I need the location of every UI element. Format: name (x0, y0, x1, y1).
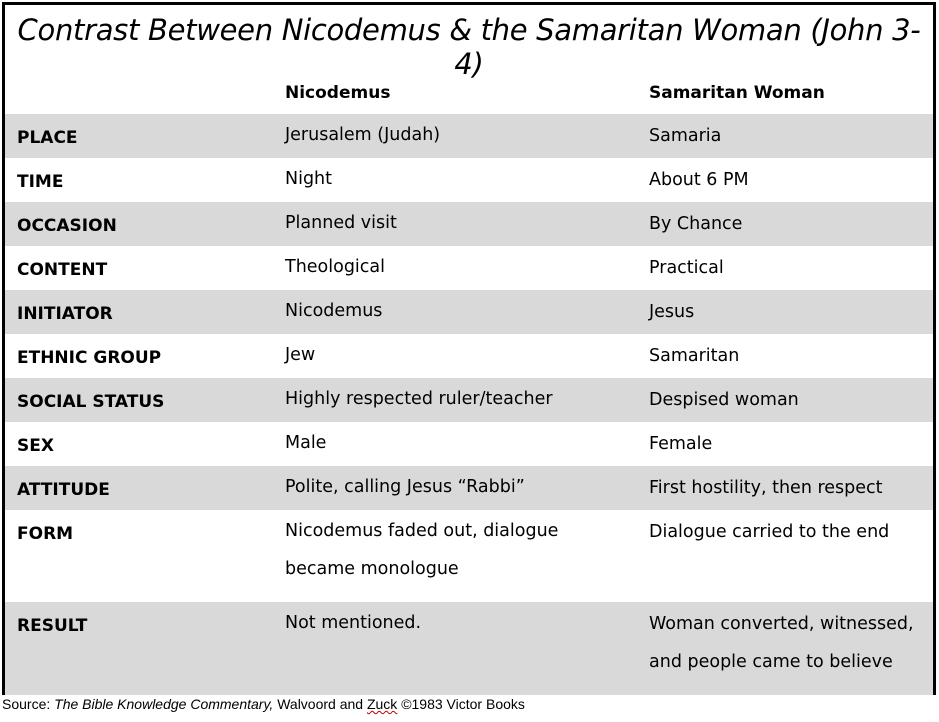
cell-samaritan (649, 214, 742, 234)
source-suffix: ©1983 Victor Books (397, 696, 525, 712)
cell-nicodemus (285, 389, 553, 409)
table-row (5, 290, 933, 334)
table-header-row (5, 73, 933, 117)
cell-samaritan-text: Female (649, 434, 713, 454)
row-label: RESULT (17, 616, 88, 636)
cell-samaritan-text: Woman converted, witnessed, (649, 614, 914, 634)
cell-samaritan (649, 614, 914, 672)
cell-nicodemus (285, 345, 315, 365)
cell-nicodemus-text: Planned visit (285, 213, 397, 233)
cell-nicodemus (285, 301, 382, 321)
table-row (5, 334, 933, 378)
cell-samaritan-text: First hostility, then respect (649, 478, 883, 498)
cell-samaritan (649, 302, 694, 322)
cell-samaritan (649, 170, 749, 190)
cell-samaritan (649, 522, 889, 542)
cell-nicodemus (285, 169, 332, 189)
cell-samaritan (649, 126, 721, 146)
source-citation (2, 696, 525, 712)
source-prefix: Source: (2, 696, 55, 712)
cell-samaritan-text-line2: and people came to believe (649, 652, 893, 672)
row-label: OCCASION (17, 216, 117, 236)
row-label: SOCIAL STATUS (17, 392, 165, 412)
cell-nicodemus (285, 613, 421, 633)
cell-nicodemus-text: Nicodemus (285, 301, 383, 321)
header-samaritan-woman: Samaritan Woman (649, 83, 825, 103)
table-row (5, 422, 933, 466)
cell-samaritan-text: About 6 PM (649, 170, 749, 190)
cell-nicodemus-text: Jew (285, 345, 316, 365)
table-row (5, 510, 933, 602)
cell-samaritan (649, 434, 712, 454)
source-authors-b: Zuck (366, 696, 398, 712)
row-label: CONTENT (17, 260, 108, 280)
cell-samaritan (649, 346, 739, 366)
cell-nicodemus-text: Jerusalem (Judah) (285, 125, 441, 145)
table-row (5, 114, 933, 158)
cell-nicodemus (285, 433, 326, 453)
cell-nicodemus (285, 213, 397, 233)
table-row (5, 202, 933, 246)
header-nicodemus: Nicodemus (285, 83, 391, 103)
cell-samaritan-text: Despised woman (649, 390, 799, 410)
cell-nicodemus (285, 125, 440, 145)
row-label: FORM (17, 524, 74, 544)
cell-nicodemus-text: Male (285, 433, 327, 453)
row-label: ATTITUDE (17, 480, 110, 500)
table-row (5, 378, 933, 422)
row-label: ETHNIC GROUP (17, 348, 162, 368)
cell-samaritan (649, 258, 724, 278)
table-row (5, 246, 933, 290)
source-book: The Bible Knowledge Commentary, (54, 696, 274, 712)
table-row (5, 466, 933, 510)
cell-samaritan-text: Practical (649, 258, 724, 278)
cell-samaritan-text: Dialogue carried to the end (649, 522, 890, 542)
comparison-table-frame (2, 2, 936, 695)
table-row (5, 158, 933, 202)
table-row (5, 602, 933, 695)
cell-samaritan-text: Samaria (649, 126, 722, 146)
cell-nicodemus (285, 521, 558, 579)
cell-nicodemus-text: Theological (285, 257, 386, 277)
cell-nicodemus-text: Nicodemus faded out, dialogue (285, 521, 559, 541)
cell-nicodemus-text: Polite, calling Jesus “Rabbi” (285, 477, 525, 497)
cell-nicodemus (285, 257, 385, 277)
cell-nicodemus-text-line2: became monologue (285, 559, 459, 579)
row-label: INITIATOR (17, 304, 113, 324)
row-label: PLACE (17, 128, 78, 148)
cell-nicodemus-text: Not mentioned. (285, 613, 422, 633)
source-authors-a: Walvoord and (273, 696, 367, 712)
cell-samaritan (649, 478, 883, 498)
cell-samaritan-text: Samaritan (649, 346, 740, 366)
cell-samaritan-text: By Chance (649, 214, 743, 234)
row-label: TIME (17, 172, 64, 192)
cell-samaritan-text: Jesus (649, 302, 695, 322)
page-title: Contrast Between Nicodemus & the Samaritan Woman (John 3-4) (17, 13, 921, 81)
cell-nicodemus-text: Night (285, 169, 333, 189)
cell-nicodemus-text: Highly respected ruler/teacher (285, 389, 553, 409)
cell-samaritan (649, 390, 799, 410)
row-label: SEX (17, 436, 54, 456)
cell-nicodemus (285, 477, 525, 497)
